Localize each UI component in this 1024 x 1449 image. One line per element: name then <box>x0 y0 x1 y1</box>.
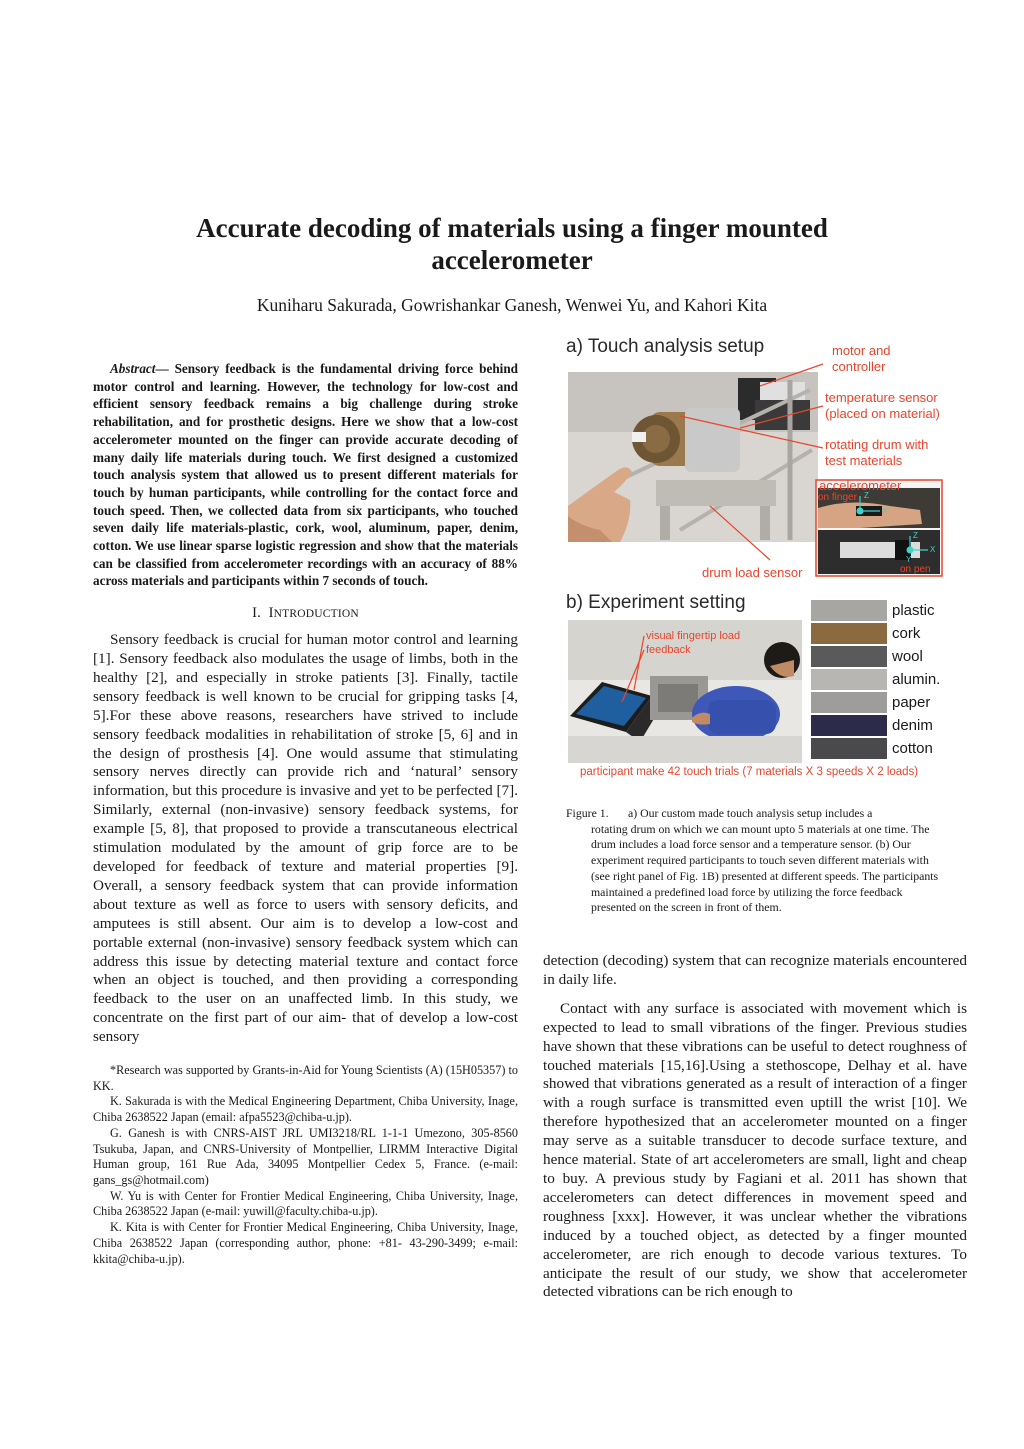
swatch-plastic <box>811 600 887 621</box>
label-drum-line-2: test materials <box>825 453 903 468</box>
abstract <box>93 360 518 590</box>
label-drum-load-sensor: drum load sensor <box>702 565 803 580</box>
material-label: plastic <box>892 602 935 619</box>
label-accelerometer: accelerometer <box>819 478 902 493</box>
material-label: paper <box>892 694 931 711</box>
swatch-wool <box>811 646 887 667</box>
swatch-cork <box>811 623 887 644</box>
footnote-ganesh: G. Ganesh is with CNRS-AIST JRL UMI3218/RL 1-1-1 Umezono, 305-8560 Tsukuba, Japan, and CNRS-University of Montpellier, LIRMM Interactive Digital Human group, 161 Rue Ada, 34095 Montpellier Cedex 5, France. (e-mail: gans_gs@hotmail.com) <box>93 1125 518 1187</box>
abstract-text: — Sensory feedback is the fundamental driving force behind motor control and learning. However, the technology for low-cost and efficient sensory feedback remains a big challenge during stroke rehabilitation, and for prosthetic designs. Here we show that a low-cost accelerometer mounted on the finger can provide accurate decoding of many daily life materials during touch. We first designed a customized touch analysis system that allowed us to present different materials for touch by human participants, while controlling for the contact force and touch speed. Then, we collected data from six participants, who touched seven daily life materials-plastic, cork, wool, aluminum, paper, denim, cotton. We use linear sparse logistic regression and show that the materials can be classified from accelerometer recordings with an accuracy of 88% across materials and participants within 7 seconds of touch. <box>93 361 518 589</box>
label-motor-line-1: motor and <box>832 343 891 358</box>
title-line-2: accelerometer <box>431 245 593 275</box>
axis-z-label-pen: Z <box>913 531 918 540</box>
axis-y-label-pen: Y <box>906 555 912 564</box>
material-label: wool <box>892 648 923 665</box>
label-on-finger: on finger <box>818 492 857 503</box>
footnotes <box>93 1063 518 1267</box>
swatch-denim <box>811 715 887 736</box>
label-on-pen: on pen <box>900 564 931 575</box>
section-numeral: I. <box>252 605 261 622</box>
label-visual-feedback-line-2: feedback <box>646 644 691 656</box>
abstract-label: Abstract <box>110 361 156 376</box>
paper-title <box>120 212 904 276</box>
left-column <box>93 360 518 1267</box>
section-title-rest: NTRODUCTION <box>273 608 359 621</box>
panel-a-title: a) Touch analysis setup <box>566 336 765 357</box>
label-drum-line-1: rotating drum with <box>825 437 929 452</box>
swatch-aluminum <box>811 669 887 690</box>
label-temperature-line-2: (placed on material) <box>825 406 940 421</box>
caption-rest: rotating drum on which we can mount upto 5 materials at one time. The drum includes a load force sensor and a temperature sensor. (b) Our experiment required participants to touch seven different materials with (see right panel of Fig. 1B) presented at different speeds. The participants maintained a predefined load force by utilizing the force feedback presented on the screen in front of them. <box>591 821 939 915</box>
material-labels <box>891 602 940 757</box>
author-list: Kuniharu Sakurada, Gowrishankar Ganesh, Wenwei Yu, and Kahori Kita <box>256 295 768 315</box>
footnote-kita: K. Kita is with Center for Frontier Medical Engineering, Chiba University, Inage, Chiba 2638522 Japan (corresponding author, phone: +81- 43-290-3499; e-mail: kkita@chiba-u.jp). <box>93 1220 518 1266</box>
intro-paragraph-1: Sensory feedback is crucial for human motor control and learning [1]. Sensory feedback also modulates the usage of limbs, both in the healthy [2], and especially in stroke patients [3]. Finally, tactile sensory feedback is well known to be crucial for gripping tasks [4, 5].For these above reasons, researchers have strived to include sensory feedback modalities in rehabilitation of stroke [5, 6] and in the design of prosthesis [4]. One would assume that stimulating sensory nerves directly can provide rich and ‘natural’ sensory information, but this procedure is invasive and yet to be perfected [7]. Similarly, external (non-invasive) sensory feedback systems, for example [5, 8], that proposed to provide a transcutaneous electrical stimulation modulated by the amount of grip force are to be developed for feedback of texture and material properties [9]. Overall, a sensory feedback system that can provide information about texture as well as force to users with sensory deficits, and amputees is still absent. Our aim is to develop a low-cost and portable external (non-invasive) sensory feedback system which can address this issue by detecting material texture and contact force when an object is touched, and then providing a corresponding feedback to the user on an unaffected limb. In this study, we concentrate on the first part of our aim- that of develop a low-cost sensory <box>93 631 518 1046</box>
axis-x-label-finger: X <box>882 507 888 516</box>
footnote-funding: *Research was supported by Grants-in-Aid for Young Scientists (A) (15H05357) to KK. <box>93 1063 518 1093</box>
axis-z-label-finger: Z <box>864 491 869 500</box>
figure-caption <box>566 806 941 916</box>
right-column <box>543 952 967 1302</box>
swatch-paper <box>811 692 887 713</box>
section-heading-introduction <box>93 605 518 622</box>
title-line-1: Accurate decoding of materials using a finger mounted <box>196 213 828 243</box>
footnote-yu: W. Yu is with Center for Frontier Medical Engineering, Chiba University, Inage, Chiba 2638522 Japan (e-mail: yuwill@faculty.chiba-u.jp). <box>93 1188 518 1219</box>
label-temperature-line-1: temperature sensor <box>825 390 938 405</box>
caption-label: Figure 1. <box>566 806 609 820</box>
swatch-cotton <box>811 738 887 759</box>
axis-x-label-pen: X <box>930 545 936 554</box>
figure-1 <box>560 330 960 780</box>
material-label: alumin. <box>892 671 941 688</box>
material-swatches <box>811 600 887 759</box>
label-visual-feedback-line-1: visual fingertip load <box>646 630 741 642</box>
right-paragraph-2: Contact with any surface is associated with movement which is expected to lead to small vibrations of the finger. Previous studies have shown that these vibrations can be useful to detect roughness of touched materials [15,16].Using a stethoscope, Delhay et al. have showed that vibrations generated as a result of interaction of a finger with a rough surface is transmitted even uptill the wrist [10]. We therefore hypothesized that an accelerometer mounted on a finger may serve as a suitable transducer to decode surface texture, and hence material. State of art accelerometers are small, light and cheap to buy. A previous study by Fagiani et al. 2011 has shown that accelerometers can detect differences in movement speed and roughness [xxx]. However, it was unclear whether the vibrations induced by a touched object, as detected by a finger mounted accelerometer, are rich enough to decode various textures. To anticipate the result of our study, we show that accelerometer detected vibrations can be rich enough to <box>543 999 967 1301</box>
label-motor-line-2: controller <box>832 359 886 374</box>
caption-first-line <box>566 806 941 822</box>
panel-b-title: b) Experiment setting <box>566 592 746 613</box>
material-label: denim <box>892 717 933 734</box>
section-title-initial: I <box>268 605 274 622</box>
accelerometer-inset <box>816 480 942 576</box>
touch-setup-photo <box>568 372 818 542</box>
material-label: cotton <box>892 740 933 757</box>
caption-line-1: a) Our custom made touch analysis setup includes a <box>628 806 873 820</box>
right-paragraph-1: detection (decoding) system that can recognize materials encountered in daily life. <box>543 952 967 988</box>
footnote-sakurada: K. Sakurada is with the Medical Engineering Department, Chiba University, Inage, Chiba 2638522 Japan (email: afpa5523@chiba-u.jp). <box>93 1094 518 1125</box>
material-label: cork <box>892 625 921 642</box>
figure-footer-note: participant make 42 touch trials (7 materials X 3 speeds X 2 loads) <box>580 766 919 778</box>
